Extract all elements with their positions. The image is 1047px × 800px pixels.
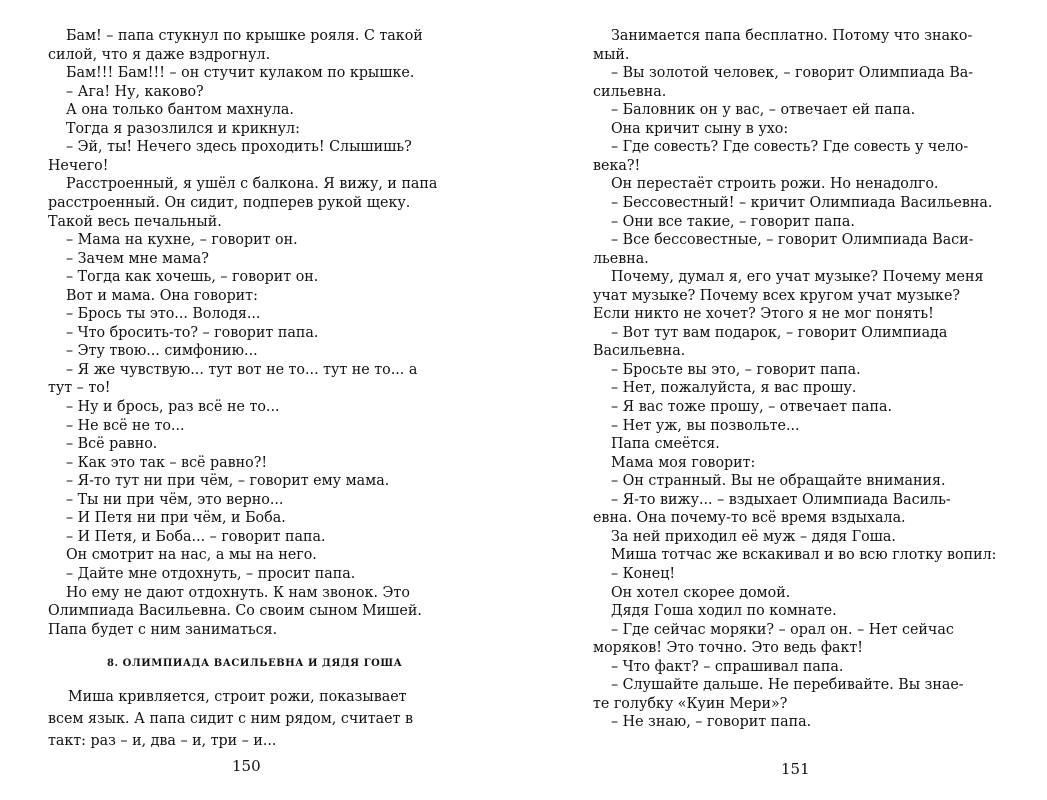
text-line: Занимается папа бесплатно. Потому что знако-	[611, 26, 973, 44]
text-line: – Слушайте дальше. Не перебивайте. Вы знае-	[611, 675, 964, 694]
text-line: Она кричит сыну в ухо:	[611, 118, 789, 137]
text-line: Олимпиада Васильевна. Со своим сыном Мишей.	[48, 601, 422, 620]
page-number: 151	[781, 760, 810, 778]
text-line: – Где сейчас моряки? – орал он. – Нет сейчас	[611, 619, 954, 638]
text-line: А она только бантом махнула.	[66, 100, 294, 119]
text-line: Расстроенный, я ушёл с балкона. Я вижу, и папа	[66, 174, 438, 193]
text-line: – Конец!	[611, 563, 676, 582]
text-line: Миша тотчас же вскакивал и во всю глотку вопил:	[611, 545, 997, 564]
text-line: – Всё равно.	[66, 434, 158, 453]
text-line: мый.	[593, 44, 630, 63]
text-line: – Вы золотой человек, – говорит Олимпиада Ва-	[611, 63, 974, 82]
text-line: – Ага! Ну, каково?	[66, 81, 204, 100]
text-line: Нечего!	[48, 155, 109, 174]
text-line: – Дайте мне отдохнуть, – просит папа.	[66, 563, 356, 582]
text-line: Мама моя говорит:	[611, 452, 756, 471]
text-line: Он перестаёт строить рожи. Но ненадолго.	[611, 174, 939, 193]
text-line: – Эй, ты! Нечего здесь проходить! Слышишь?	[66, 137, 412, 156]
text-line: – Тогда как хочешь, – говорит он.	[66, 267, 319, 286]
text-line: – Нет, пожалуйста, я вас прошу.	[611, 378, 857, 397]
page-number: 150	[232, 757, 261, 775]
text-line: те голубку «Куин Мери»?	[593, 693, 788, 712]
text-line: Папа смеётся.	[611, 434, 720, 453]
right-page	[523, 0, 1047, 800]
text-line: Если никто не хочет? Этого я не мог понять!	[593, 304, 934, 323]
text-line: – Ты ни при чём, это верно...	[66, 489, 284, 508]
text-line: Он хотел скорее домой.	[611, 582, 791, 601]
text-line: льевна.	[593, 248, 649, 267]
text-line: – Все бессовестные, – говорит Олимпиада Васи-	[611, 230, 974, 249]
text-line: Тогда я разозлился и крикнул:	[66, 118, 300, 137]
text-line: – И Петя, и Боба... – говорит папа.	[66, 526, 326, 545]
text-line: Но ему не дают отдохнуть. К нам звонок. Это	[66, 582, 410, 601]
text-line: – Баловник он у вас, – отвечает ей папа.	[611, 100, 916, 119]
text-line: – Я вас тоже прошу, – отвечает папа.	[611, 397, 893, 415]
text-line: – Они все такие, – говорит папа.	[611, 211, 855, 230]
text-line: – Брось ты это... Володя...	[66, 304, 261, 323]
text-line: – Не знаю, – говорит папа.	[611, 712, 812, 731]
text-line: века?!	[593, 155, 641, 174]
text-line: Папа будет с ним заниматься.	[48, 619, 278, 638]
text-line: Он смотрит на нас, а мы на него.	[66, 545, 317, 564]
text-line: – Что факт? – спрашивал папа.	[611, 656, 844, 675]
text-line: За ней приходил её муж – дядя Гоша.	[611, 526, 896, 545]
text-line: – Зачем мне мама?	[66, 248, 209, 267]
text-line: – Нет уж, вы позвольте...	[611, 415, 800, 434]
text-line: – Мама на кухне, – говорит он.	[66, 230, 298, 249]
text-line: – Бросьте вы это, – говорит папа.	[611, 359, 861, 378]
text-line: сильевна.	[593, 81, 667, 100]
text-line: – Вот тут вам подарок, – говорит Олимпиада	[611, 322, 948, 341]
text-line: – Эту твою... симфонию...	[66, 341, 258, 360]
text-line: – Бессовестный! – кричит Олимпиада Васильевна.	[611, 192, 993, 211]
text-line: – Где совесть? Где совесть? Где совесть у чело-	[611, 137, 969, 156]
text-line: Вот и мама. Она говорит:	[66, 285, 258, 304]
text-line: Дядя Гоша ходил по комнате.	[611, 601, 837, 620]
text-line: – Я же чувствую... тут вот не то... тут не то... а	[66, 359, 418, 378]
text-line: – Я-то вижу... – вздыхает Олимпиада Василь-	[611, 489, 951, 508]
text-line: – Что бросить-то? – говорит папа.	[66, 322, 319, 341]
text-line: Васильевна.	[593, 341, 686, 360]
text-line: – Ну и брось, раз всё не то...	[66, 397, 280, 415]
text-line: всем язык. А папа сидит с ним рядом, считает в	[48, 709, 414, 727]
text-line: Миша кривляется, строит рожи, показывает	[68, 687, 407, 705]
text-line: силой, что я даже вздрогнул.	[48, 44, 271, 63]
text-line: – Я-то тут ни при чём, – говорит ему мама.	[66, 471, 390, 490]
text-line: расстроенный. Он сидит, подперев рукой щеку.	[48, 192, 411, 211]
chapter-heading: 8. ОЛИМПИАДА ВАСИЛЬЕВНА И ДЯДЯ ГОША	[107, 657, 403, 669]
text-line: такт: раз – и, два – и, три – и...	[48, 731, 277, 749]
text-line: Бам!!! Бам!!! – он стучит кулаком по крышке.	[66, 63, 415, 82]
text-line: Такой весь печальный.	[48, 211, 222, 230]
text-line: моряков! Это точно. Это ведь факт!	[593, 638, 864, 657]
left-page	[0, 0, 523, 800]
text-line: учат музыке? Почему всех кругом учат музыке?	[593, 285, 961, 304]
text-line: – Не всё не то...	[66, 415, 185, 434]
text-line: Бам! – папа стукнул по крышке рояля. С такой	[66, 26, 423, 44]
text-line: – И Петя ни при чём, и Боба.	[66, 508, 286, 527]
text-line: – Как это так – всё равно?!	[66, 452, 268, 471]
text-line: евна. Она почему-то всё время вздыхала.	[593, 508, 906, 527]
text-line: – Он странный. Вы не обращайте внимания.	[611, 471, 946, 490]
text-line: Почему, думал я, его учат музыке? Почему меня	[611, 267, 984, 286]
text-line: тут – то!	[48, 378, 111, 397]
